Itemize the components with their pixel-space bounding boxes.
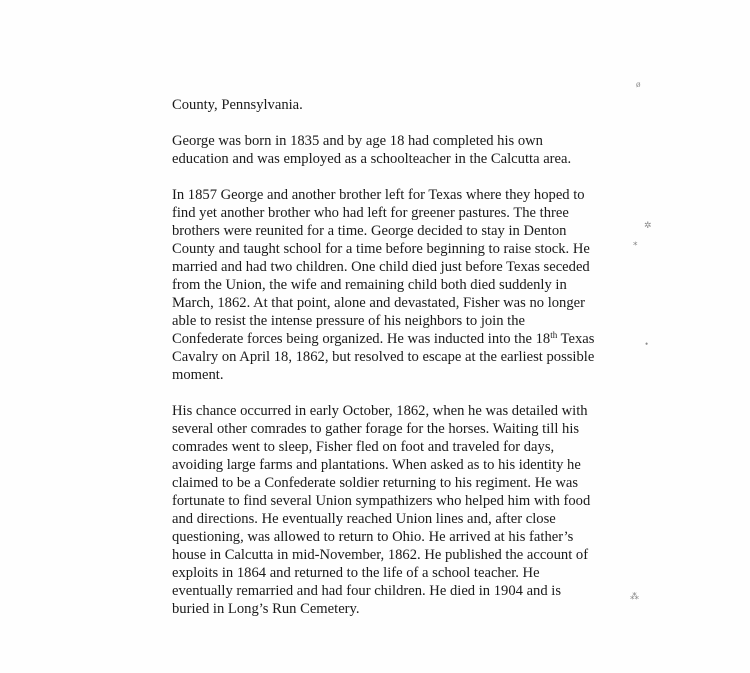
scan-speck-icon: ✲	[644, 220, 652, 230]
text-line: brothers were reunited for a time. George decided to stay in Denton	[172, 223, 567, 239]
text-line: His chance occurred in early October, 1862, when he was detailed with	[172, 403, 588, 419]
text-line: able to resist the intense pressure of his neighbors to join the	[172, 313, 526, 329]
scan-speck-icon: ⁎	[633, 237, 638, 247]
text-line: find yet another brother who had left for greener pastures. The three	[172, 205, 569, 221]
text-line: and directions. He eventually reached Union lines and, after close	[172, 511, 556, 527]
text-line: education and was employed as a schoolteacher in the Calcutta area.	[172, 151, 572, 167]
paragraph-birth	[172, 132, 642, 168]
text-line-inducted	[172, 330, 642, 348]
text-line: George was born in 1835 and by age 18 had completed his own	[172, 133, 543, 149]
text-line: exploits in 1864 and returned to the life of a school teacher. He	[172, 565, 540, 581]
text-line: house in Calcutta in mid-November, 1862. He published the account of	[172, 547, 589, 563]
scan-speck-icon: •	[645, 339, 649, 349]
text-line: In 1857 George and another brother left for Texas where they hoped to	[172, 187, 585, 203]
text-segment: Confederate forces being organized. He was inducted into the 18	[172, 331, 551, 347]
text-line: eventually remarried and had four children. He died in 1904 and is	[172, 583, 562, 599]
text-line: buried in Long’s Run Cemetery.	[172, 601, 360, 617]
text-line: County and taught school for a time before beginning to raise stock. He	[172, 241, 590, 257]
text-segment: Texas	[557, 331, 595, 347]
text-line: moment.	[172, 367, 224, 383]
text-line: from the Union, the wife and remaining child both died suddenly in	[172, 277, 567, 293]
scan-speck-icon: ø	[636, 79, 641, 89]
ordinal-superscript: th	[550, 330, 558, 340]
text-line: claimed to be a Confederate soldier returning to his regiment. He was	[172, 475, 579, 491]
text-line: several other comrades to gather forage for the horses. Waiting till his	[172, 421, 580, 437]
text-line: fortunate to find several Union sympathizers who helped him with food	[172, 493, 591, 509]
paragraph-texas	[172, 186, 642, 384]
scan-speck-icon: ⁂	[630, 591, 639, 601]
text-line: comrades went to sleep, Fisher fled on foot and traveled for days,	[172, 439, 555, 455]
text-line: avoiding large farms and plantations. When asked as to his identity he	[172, 457, 581, 473]
document-body	[172, 96, 642, 636]
paragraph-county	[172, 96, 642, 114]
text-line: Cavalry on April 18, 1862, but resolved to escape at the earliest possible	[172, 349, 595, 365]
text-line: questioning, was allowed to return to Ohio. He arrived at his father’s	[172, 529, 574, 545]
text-line: March, 1862. At that point, alone and devastated, Fisher was no longer	[172, 295, 585, 311]
paragraph-escape	[172, 402, 642, 618]
text-line: County, Pennsylvania.	[172, 97, 303, 113]
text-line: married and had two children. One child died just before Texas seceded	[172, 259, 590, 275]
